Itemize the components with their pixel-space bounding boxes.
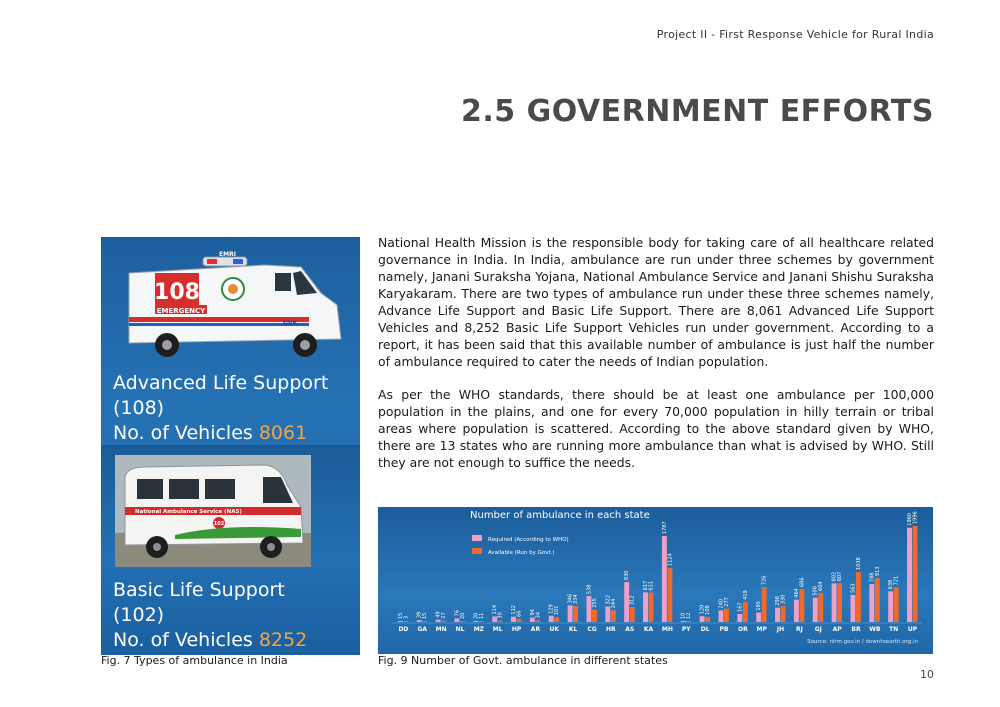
bls-label [113, 578, 307, 653]
bar-KL-available [573, 606, 578, 622]
section-title: 2.5 GOVERNMENT EFFORTS [461, 94, 934, 129]
als-ambulance-illustration [115, 243, 350, 367]
legend-label-available: Available (Run by Govt.) [488, 550, 555, 556]
bar-AP-available [837, 583, 842, 622]
value-label-RJ-available: 686 [799, 577, 806, 588]
value-label-AS-required: 830 [624, 570, 631, 581]
bar-HP-available [517, 619, 522, 622]
value-label-WB-required: 788 [869, 572, 876, 583]
bar-MZ-required [473, 621, 478, 622]
value-label-CG-required: 538 [586, 584, 593, 595]
value-label-MZ-required: 20 [473, 612, 480, 619]
bar-ML-required [492, 617, 497, 622]
value-label-DL-available: 108 [705, 605, 712, 615]
bar-GA-available [422, 621, 427, 622]
bar-AR-available [535, 620, 540, 622]
bar-MH-available [667, 568, 672, 622]
als-title: Advanced Life Support [113, 372, 329, 394]
value-label-AP-required: 802 [831, 571, 838, 582]
bls-vehicle-count: 8252 [258, 629, 308, 651]
category-label-JH: JH [776, 626, 785, 633]
bar-RJ-required [794, 600, 799, 622]
bar-JH-available [781, 606, 786, 622]
category-label-UP: UP [907, 626, 918, 633]
category-label-DD: DD [398, 626, 409, 633]
bls-title: Basic Life Support [113, 579, 285, 601]
value-label-UK-required: 129 [548, 604, 555, 614]
category-label-MZ: MZ [473, 626, 485, 633]
ambulance-by-state-chart [378, 507, 933, 654]
value-label-DL-required: 120 [699, 604, 706, 615]
bar-CG-available [592, 610, 597, 622]
bar-GA-required [417, 620, 422, 622]
bar-DL-required [700, 616, 705, 622]
bar-MN-available [441, 621, 446, 622]
bar-PB-required [719, 610, 724, 622]
value-label-OR-required: 167 [737, 602, 744, 612]
chart-source: Source: nhm.gov.in / downtoearth.org.in [807, 639, 918, 645]
category-label-AS: AS [625, 626, 635, 633]
bar-JH-required [775, 608, 780, 622]
bar-PY-available [686, 621, 691, 622]
bar-DD-required [398, 621, 403, 622]
van-108-number: 108 [154, 280, 200, 305]
value-label-JH-required: 298 [775, 596, 782, 606]
value-label-BR-required: 563 [850, 583, 857, 593]
bar-WB-available [875, 578, 880, 622]
bar-AS-available [630, 607, 635, 622]
value-label-AS-available: 312 [629, 595, 636, 605]
value-label-HP-required: 112 [511, 605, 518, 615]
bls-count-prefix: No. of Vehicles [113, 629, 259, 651]
value-label-PB-required: 240 [718, 598, 725, 609]
value-label-HR-available: 244 [610, 598, 617, 609]
value-label-UP-required: 1960 [907, 512, 914, 526]
van-emri-logo: EMRI [219, 251, 236, 258]
value-label-MN-available: 27 [441, 612, 448, 619]
value-label-GJ-required: 506 [812, 586, 819, 596]
bar-PB-available [724, 609, 729, 622]
value-label-ML-available: 30 [497, 612, 504, 619]
value-label-HP-available: 66 [516, 610, 523, 617]
value-label-UK-available: 101 [554, 605, 561, 616]
bar-MP-required [756, 613, 761, 622]
value-label-BR-available: 1038 [855, 557, 862, 571]
category-label-PY: PY [681, 626, 691, 633]
ambulance-types-figure [101, 237, 360, 655]
category-label-WB: WB [869, 626, 881, 633]
bar-HR-available [611, 610, 616, 622]
als-label [113, 371, 328, 446]
category-label-OR: OR [737, 626, 748, 633]
bls-ambulance-illustration [115, 455, 311, 567]
van-102-number: 102 [213, 521, 225, 527]
chart-title: Number of ambulance in each state [470, 510, 650, 521]
category-label-KA: KA [643, 626, 654, 633]
category-label-NL: NL [455, 626, 465, 633]
value-label-AR-required: 94 [529, 609, 536, 616]
als-vehicle-count: 8061 [258, 422, 308, 444]
bar-MP-available [762, 587, 767, 622]
als-count-prefix: No. of Vehicles [113, 422, 259, 444]
bls-vehicle-count-line [113, 628, 307, 653]
bar-KA-required [643, 592, 648, 622]
bar-CG-required [587, 596, 592, 622]
category-label-RJ: RJ [796, 626, 803, 633]
value-label-KA-required: 617 [643, 580, 650, 591]
category-label-HP: HP [511, 626, 522, 633]
bar-DD-available [403, 621, 408, 622]
value-label-GA-required: 39 [416, 611, 423, 619]
value-label-RJ-required: 464 [793, 588, 800, 598]
chart-svg [378, 507, 933, 654]
category-label-GA: GA [417, 626, 428, 633]
bar-TN-required [888, 591, 893, 622]
bar-RJ-available [799, 589, 804, 622]
bar-ML-available [498, 621, 503, 622]
bar-DL-available [705, 617, 710, 622]
value-label-HR-required: 322 [605, 594, 612, 605]
category-label-MN: MN [435, 626, 447, 633]
bar-AS-required [624, 582, 629, 622]
van-service-text: National Ambulance Service (NAS) [135, 509, 242, 515]
value-label-AP-available: 807 [837, 571, 844, 582]
body-text [378, 234, 934, 487]
bar-MZ-available [479, 621, 484, 622]
value-label-DD-required: 15 [397, 612, 404, 619]
als-vehicle-count-line [113, 421, 328, 446]
category-label-PB: PB [719, 626, 729, 633]
category-label-CG: CG [587, 626, 597, 633]
bar-KL-required [568, 605, 573, 622]
figure-7-caption: Fig. 7 Types of ambulance in India [101, 654, 288, 667]
value-label-GA-available: 15 [422, 612, 429, 619]
bar-TN-available [894, 587, 899, 622]
van-gvk-logo: GVK [283, 320, 298, 327]
category-label-TN: TN [889, 626, 899, 633]
value-label-DD-available: 3 [403, 615, 410, 619]
value-label-TN-available: 721 [893, 575, 900, 586]
als-code: (108) [113, 397, 165, 419]
bar-MH-required [662, 536, 667, 622]
value-label-MH-required: 1787 [661, 521, 668, 535]
category-label-MP: MP [756, 626, 767, 633]
bar-UK-required [549, 616, 554, 622]
category-label-ML: ML [492, 626, 503, 633]
value-label-PB-available: 277 [723, 597, 730, 607]
bar-HP-required [511, 617, 516, 622]
value-label-MP-required: 195 [756, 601, 763, 611]
category-label-UK: UK [549, 626, 560, 633]
bar-HR-required [605, 607, 610, 622]
value-label-AR-available: 34 [535, 611, 542, 619]
bar-GJ-required [813, 598, 818, 622]
category-label-BR: BR [851, 626, 861, 633]
bar-NL-available [460, 621, 465, 622]
bar-WB-required [869, 584, 874, 622]
running-header: Project II - First Response Vehicle for Rural India [656, 28, 934, 41]
category-label-HR: HR [606, 626, 616, 633]
bar-OR-available [743, 602, 748, 622]
bar-GJ-available [818, 593, 823, 622]
bls-ambulance-photo [115, 455, 311, 567]
value-label-WB-available: 913 [874, 566, 881, 577]
value-label-MZ-available: 11 [478, 612, 485, 619]
category-label-DL: DL [700, 626, 710, 633]
bar-BR-available [856, 572, 861, 622]
als-ambulance-photo [115, 243, 350, 367]
value-label-KL-required: 346 [567, 593, 574, 604]
category-label-AR: AR [530, 626, 541, 633]
bar-UP-required [907, 528, 912, 622]
value-label-ML-required: 114 [492, 604, 499, 615]
value-label-NL-available: 20 [459, 612, 466, 619]
value-label-UP-available: 1996 [912, 511, 919, 524]
value-label-CG-available: 255 [591, 598, 598, 608]
legend-swatch-required [472, 535, 482, 541]
bar-KA-available [649, 593, 654, 622]
bar-AR-required [530, 617, 535, 622]
bar-UP-available [913, 526, 918, 622]
bar-OR-required [737, 614, 742, 622]
legend-label-required: Required (According to WHO) [488, 537, 569, 543]
paragraph-2: As per the WHO standards, there should be at least one ambulance per 100,000 population in the plains, and one for every 70,000 population in hilly terrain or tribal areas where population is scattered. According to the above standard given by WHO, there are 13 states who are running more ambulance than what is advised by WHO. Still they are not enough to suffice the needs. [378, 387, 934, 470]
value-label-GJ-available: 604 [818, 581, 825, 591]
van-emergency-text: EMERGENCY [156, 307, 206, 315]
category-label-KL: KL [568, 626, 578, 633]
value-label-MP-available: 726 [761, 575, 768, 586]
value-label-PY-available: 12 [686, 612, 693, 619]
value-label-MN-required: 49 [435, 611, 442, 618]
value-label-JH-available: 330 [780, 594, 787, 605]
value-label-KL-available: 334 [573, 594, 580, 604]
category-label-GJ: GJ [814, 626, 822, 633]
value-label-MH-available: 1124 [667, 553, 674, 566]
page-number: 10 [920, 668, 934, 681]
value-label-TN-required: 638 [888, 579, 895, 590]
category-label-AP: AP [832, 626, 842, 633]
bar-MN-required [436, 620, 441, 622]
bar-NL-required [455, 618, 460, 622]
legend-swatch-available [472, 548, 482, 554]
category-label-MH: MH [661, 626, 673, 633]
bar-AP-required [832, 583, 837, 622]
bar-BR-required [851, 595, 856, 622]
value-label-PY-required: 10 [680, 612, 687, 619]
value-label-KA-available: 611 [648, 581, 655, 591]
value-label-OR-available: 419 [742, 590, 749, 600]
paragraph-1: National Health Mission is the responsible body for taking care of all healthcare related governance in India. In India, ambulance are run under three schemes by government namely, Janani Suraksha Yojana, National Ambulance Service and Janani Shishu Suraksha Karyakaram. There are two types of ambulance run under these three schemes namely, Advance Life Support and Basic Life Support. There are 8,061 Advanced Life Support Vehicles and 8,252 Basic Life Support Vehicles run under government. According to a report, it has been said that this available number of ambulance is just half the number of ambulance required to cater the needs of Indian population. [378, 235, 934, 369]
figure-9-caption: Fig. 9 Number of Govt. ambulance in different states [378, 654, 668, 667]
bls-code: (102) [113, 604, 165, 626]
bar-UK-available [554, 617, 559, 622]
bar-PY-required [681, 621, 686, 622]
value-label-NL-required: 76 [454, 609, 461, 617]
